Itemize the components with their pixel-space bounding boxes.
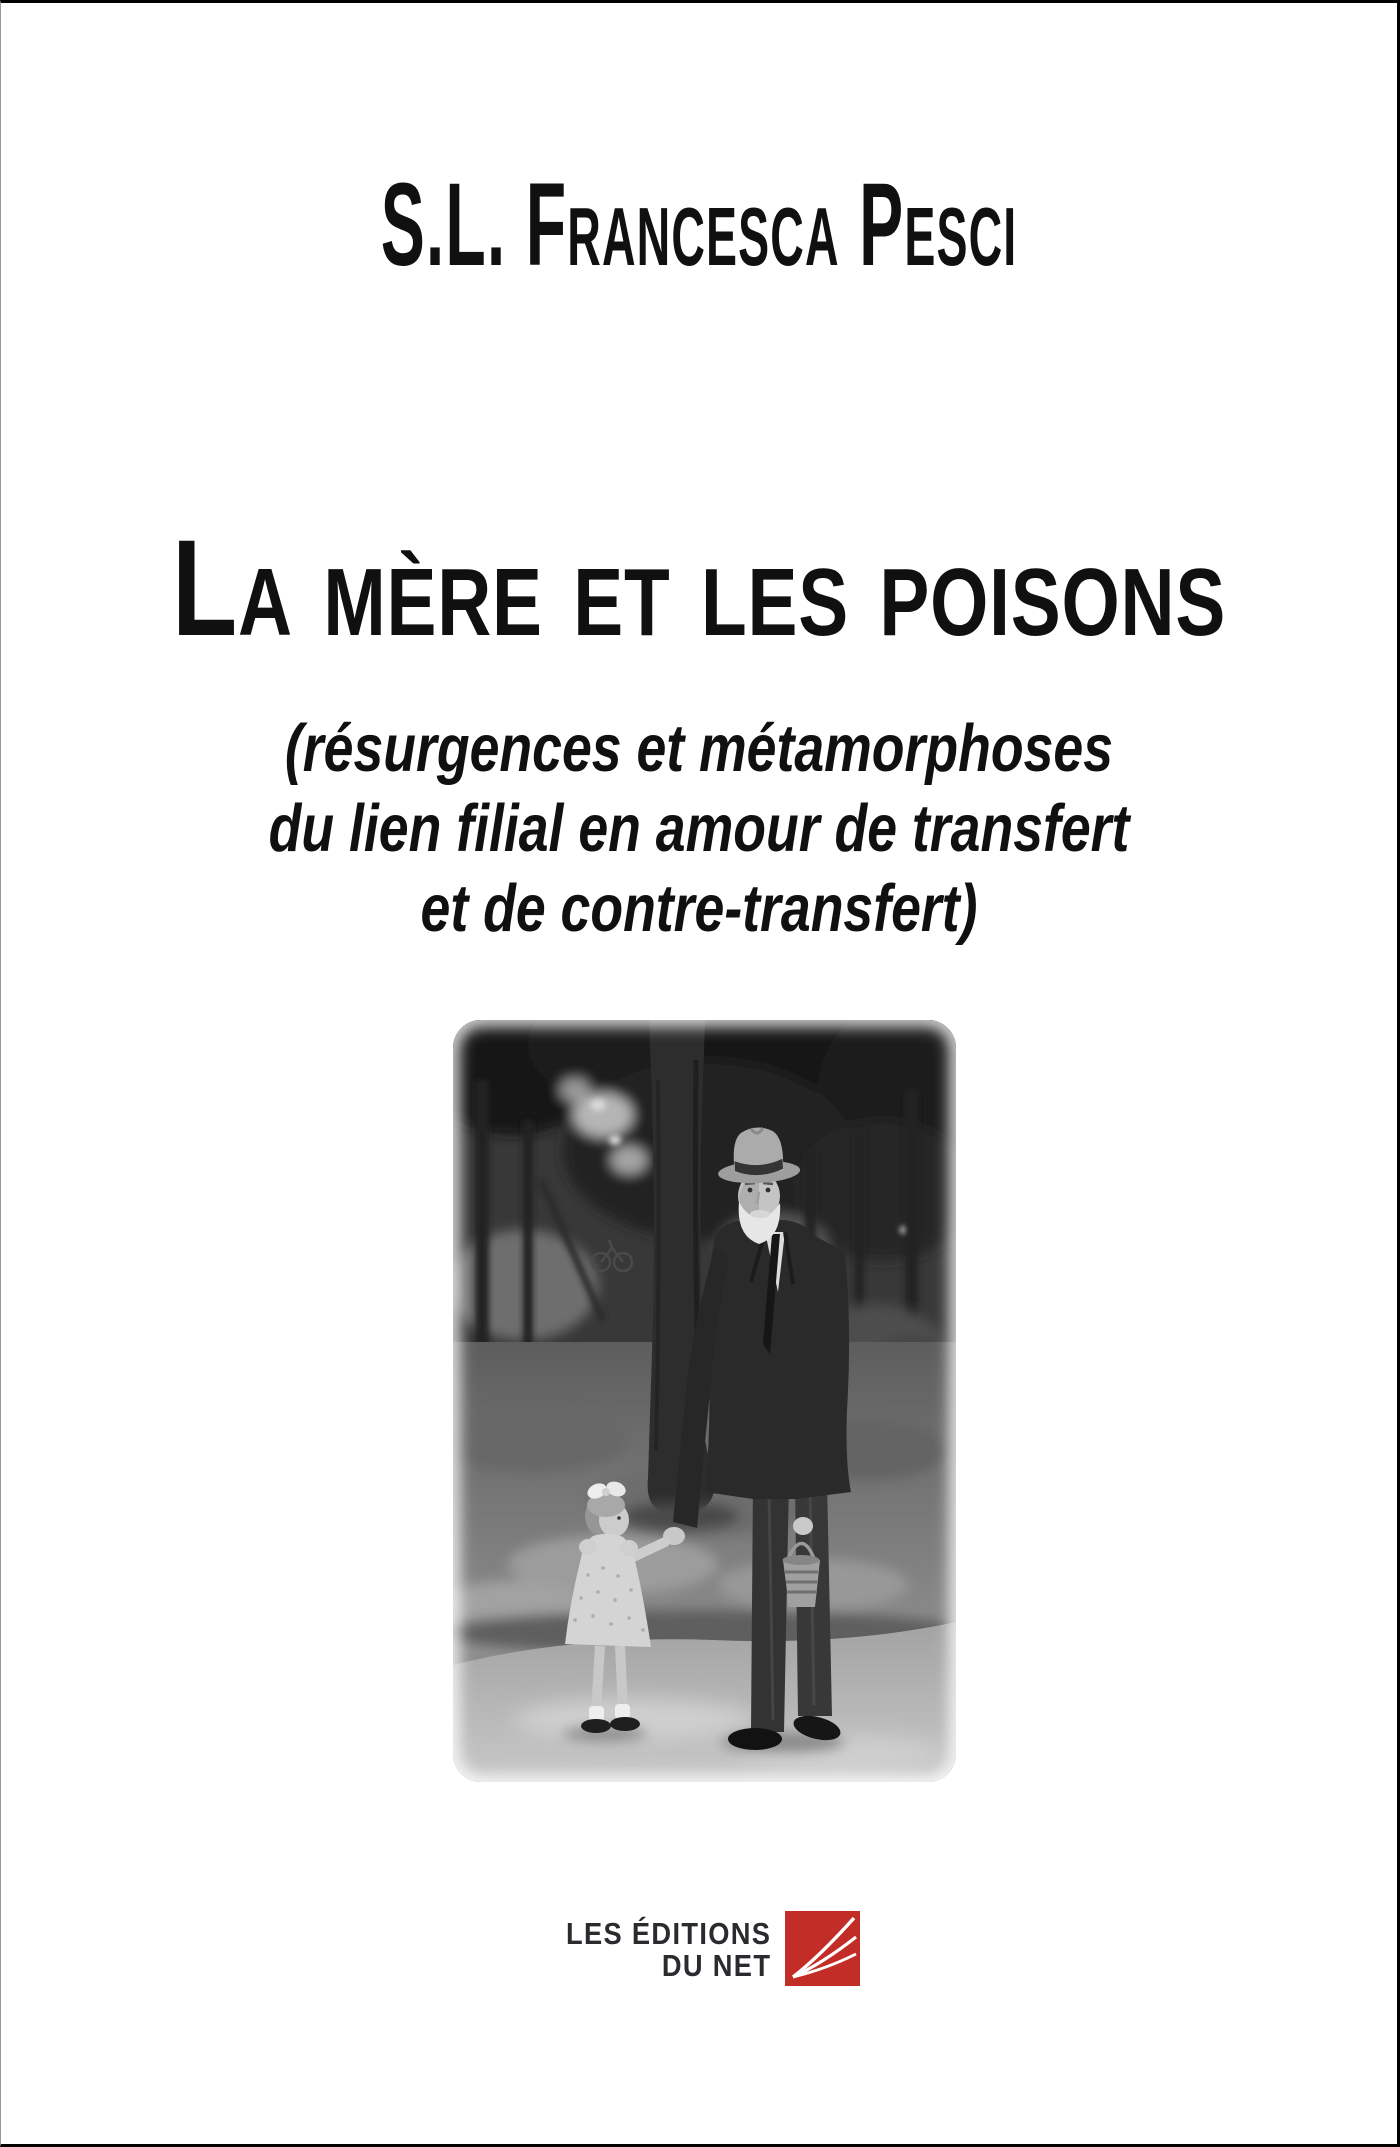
publisher-name <box>538 1918 771 1982</box>
publisher-logo-mark <box>785 1911 860 1986</box>
vintage-photo-illustration <box>453 1020 956 1782</box>
book-subtitle <box>141 709 1258 949</box>
logo-swoosh-icon <box>785 1911 860 1986</box>
book-title: La mère et les poisons <box>171 512 1227 665</box>
subtitle-line-3: et de contre-transfert) <box>420 871 978 946</box>
cover-photo <box>453 1020 956 1782</box>
publisher-logo <box>1 1911 1397 1986</box>
publisher-name-line2: DU NET <box>661 1948 772 1983</box>
publisher-name-line1: LES ÉDITIONS <box>565 1916 772 1951</box>
subtitle-line-2: du lien filial en amour de transfert <box>268 791 1130 866</box>
subtitle-line-1: (résurgences et métamorphoses <box>284 711 1114 786</box>
author-name: S.L. Francesca Pesci <box>380 159 1018 291</box>
